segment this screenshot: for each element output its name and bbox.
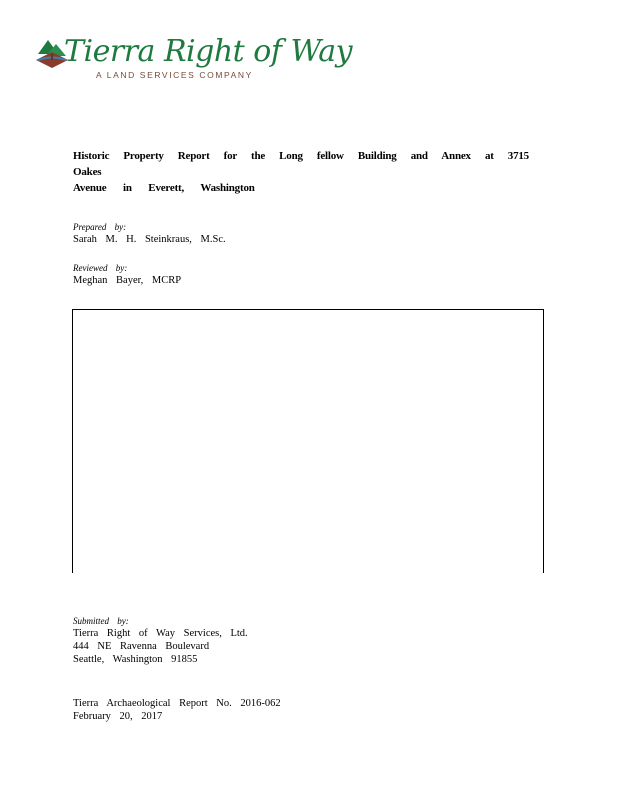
submitted-by-section bbox=[73, 615, 248, 666]
prepared-by-label: Prepared by: bbox=[73, 222, 127, 232]
prepared-by-name: Sarah M. H. Steinkraus, M.Sc. bbox=[73, 234, 226, 245]
cover-image-frame bbox=[72, 309, 544, 573]
submitted-by-label: Submitted by: bbox=[73, 616, 129, 626]
submitted-company: Tierra Right of Way Services, Ltd. bbox=[73, 628, 248, 639]
reviewed-by-label: Reviewed by: bbox=[73, 263, 128, 273]
report-title bbox=[73, 148, 529, 196]
reviewed-by-section bbox=[73, 262, 181, 287]
report-date: February 20, 2017 bbox=[73, 711, 163, 722]
report-info-section bbox=[73, 697, 281, 723]
report-number: Tierra Archaeological Report No. 2016-062 bbox=[73, 698, 281, 709]
logo-tagline: A LAND SERVICES COMPANY bbox=[96, 70, 253, 80]
logo-wordmark: Tierra Right of Way bbox=[64, 34, 353, 69]
report-title-line-1: Historic Property Report for the Long fellow Building and Annex at 3715 Oakes bbox=[73, 150, 529, 178]
company-logo bbox=[34, 34, 353, 84]
report-title-line-2: Avenue in Everett, Washington bbox=[73, 182, 255, 194]
reviewed-by-name: Meghan Bayer, MCRP bbox=[73, 275, 182, 286]
prepared-by-section bbox=[73, 221, 226, 246]
submitted-city: Seattle, Washington 91855 bbox=[73, 654, 198, 665]
submitted-street: 444 NE Ravenna Boulevard bbox=[73, 641, 210, 652]
